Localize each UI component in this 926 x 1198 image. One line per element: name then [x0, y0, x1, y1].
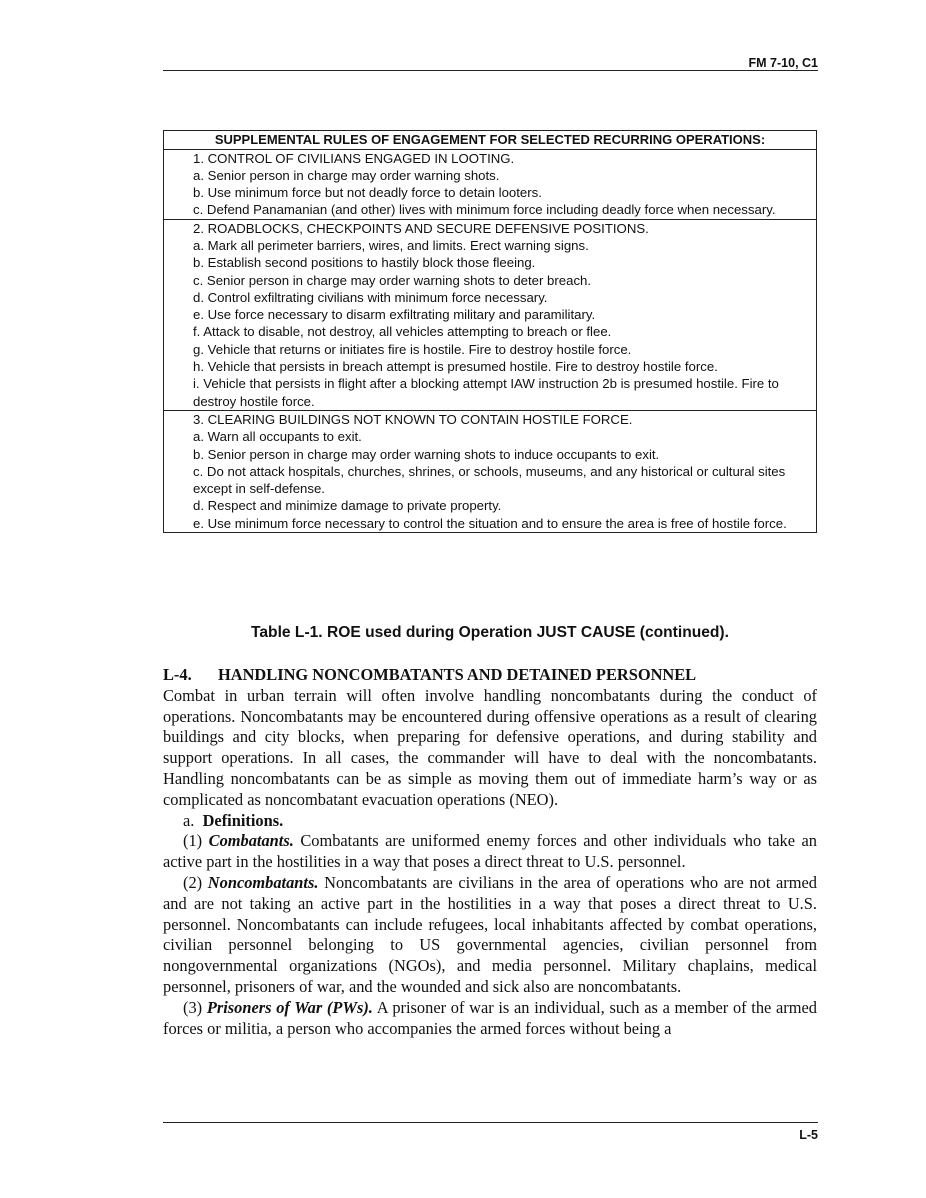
- roe-item: a. Warn all occupants to exit.: [193, 429, 362, 445]
- roe-item: f. Attack to disable, not destroy, all vehicles attempting to breach or flee.: [193, 324, 612, 340]
- intro-paragraph: Combat in urban terrain will often involve handling noncombatants during the conduct of operations. Noncombatants may be encountered during offensive operations as a result of clearing buildings and city blocks, when preparing for defensive operations, and during stability and support operations. In all cases, the commander will have to deal with the noncombatants. Handling noncombatants can be as simple as moving them out of immediate harm’s way or as complicated as noncombatant evacuation operations (NEO).: [163, 685, 817, 809]
- roe-item: e. Use force necessary to disarm exfiltrating military and paramilitary.: [193, 307, 596, 323]
- roe-section-heading: 1. CONTROL OF CIVILIANS ENGAGED IN LOOTING.: [193, 150, 515, 166]
- roe-item: d. Control exfiltrating civilians with minimum force necessary.: [193, 289, 548, 305]
- footer-rule: [163, 1122, 818, 1123]
- section-heading: [163, 665, 817, 686]
- roe-item: b. Senior person in charge may order warning shots to induce occupants to exit.: [193, 446, 660, 462]
- roe-section: [164, 219, 816, 410]
- table-caption: Table L-1. ROE used during Operation JUST CAUSE (continued).: [251, 624, 729, 641]
- subsection-title: Definitions.: [202, 810, 284, 830]
- definition-text: A prisoner of war is an individual, such as a member of the armed forces or militia, a person who accompanies the armed forces without being a: [163, 997, 817, 1038]
- definition-number: (3): [183, 997, 203, 1017]
- roe-item: c. Senior person in charge may order warning shots to deter breach.: [193, 272, 592, 288]
- definition-text: Combatants are uniformed enemy forces and other individuals who take an active part in the hostilities in a way that poses a direct threat to U.S. personnel.: [163, 831, 817, 872]
- roe-section: [164, 150, 816, 219]
- definition-text: Noncombatants are civilians in the area of operations who are not armed and are not taking an active part in the hostilities in a way that poses a direct threat to U.S. personnel. Noncombatants can include refugees, local inhabitants affected by combat operations, civilian personnel belonging to US governmental agencies, civilian personnel from nongovernmental organizations (NGOs), and media personnel. Military chaplains, medical personnel, prisoners of war, and the wounded and sick also are noncombatants.: [163, 872, 817, 996]
- roe-table-title: SUPPLEMENTAL RULES OF ENGAGEMENT FOR SELECTED RECURRING OPERATIONS:: [164, 131, 816, 150]
- roe-item: h. Vehicle that persists in breach attempt is presumed hostile. Fire to destroy hostile force.: [193, 359, 718, 375]
- roe-section-heading: 2. ROADBLOCKS, CHECKPOINTS AND SECURE DEFENSIVE POSITIONS.: [193, 220, 649, 236]
- roe-section: [164, 410, 816, 532]
- subsection-heading: [163, 811, 817, 832]
- definition-term: Noncombatants.: [207, 872, 319, 892]
- roe-item: i. Vehicle that persists in flight after a blocking attempt IAW instruction 2b is presumed hostile. Fire to destroy hostile force.: [193, 376, 779, 409]
- definition-term: Combatants.: [208, 831, 294, 851]
- roe-section-heading: 3. CLEARING BUILDINGS NOT KNOWN TO CONTAIN HOSTILE FORCE.: [193, 411, 633, 427]
- section-number: L-4.: [163, 665, 192, 684]
- roe-item: d. Respect and minimize damage to private property.: [193, 498, 502, 514]
- roe-item: g. Vehicle that returns or initiates fire is hostile. Fire to destroy hostile force.: [193, 341, 632, 357]
- running-header: FM 7-10, C1: [748, 56, 818, 70]
- roe-item: b. Establish second positions to hastily block those fleeing.: [193, 255, 536, 271]
- body-text: [163, 665, 817, 1039]
- page-number: L-5: [799, 1128, 818, 1142]
- definition-number: (2): [183, 872, 203, 892]
- definition-term: Prisoners of War (PWs).: [206, 997, 373, 1017]
- roe-item: b. Use minimum force but not deadly force to detain looters.: [193, 185, 542, 201]
- roe-item: a. Mark all perimeter barriers, wires, and limits. Erect warning signs.: [193, 237, 589, 253]
- roe-item: c. Defend Panamanian (and other) lives with minimum force including deadly force when necessary.: [193, 202, 776, 218]
- definition-number: (1): [183, 831, 203, 851]
- roe-item: e. Use minimum force necessary to control the situation and to ensure the area is free of hostile force.: [193, 515, 787, 531]
- definition-paragraph: [163, 998, 817, 1040]
- header-rule: [163, 70, 818, 71]
- roe-item: a. Senior person in charge may order warning shots.: [193, 167, 500, 183]
- roe-item: c. Do not attack hospitals, churches, shrines, or schools, museums, and any historical or cultural sites except in self-defense.: [193, 463, 786, 497]
- roe-table: [163, 130, 817, 533]
- section-title: HANDLING NONCOMBATANTS AND DETAINED PERSONNEL: [218, 665, 697, 684]
- definition-paragraph: [163, 873, 817, 998]
- subsection-label: a.: [183, 810, 195, 830]
- definition-paragraph: [163, 831, 817, 873]
